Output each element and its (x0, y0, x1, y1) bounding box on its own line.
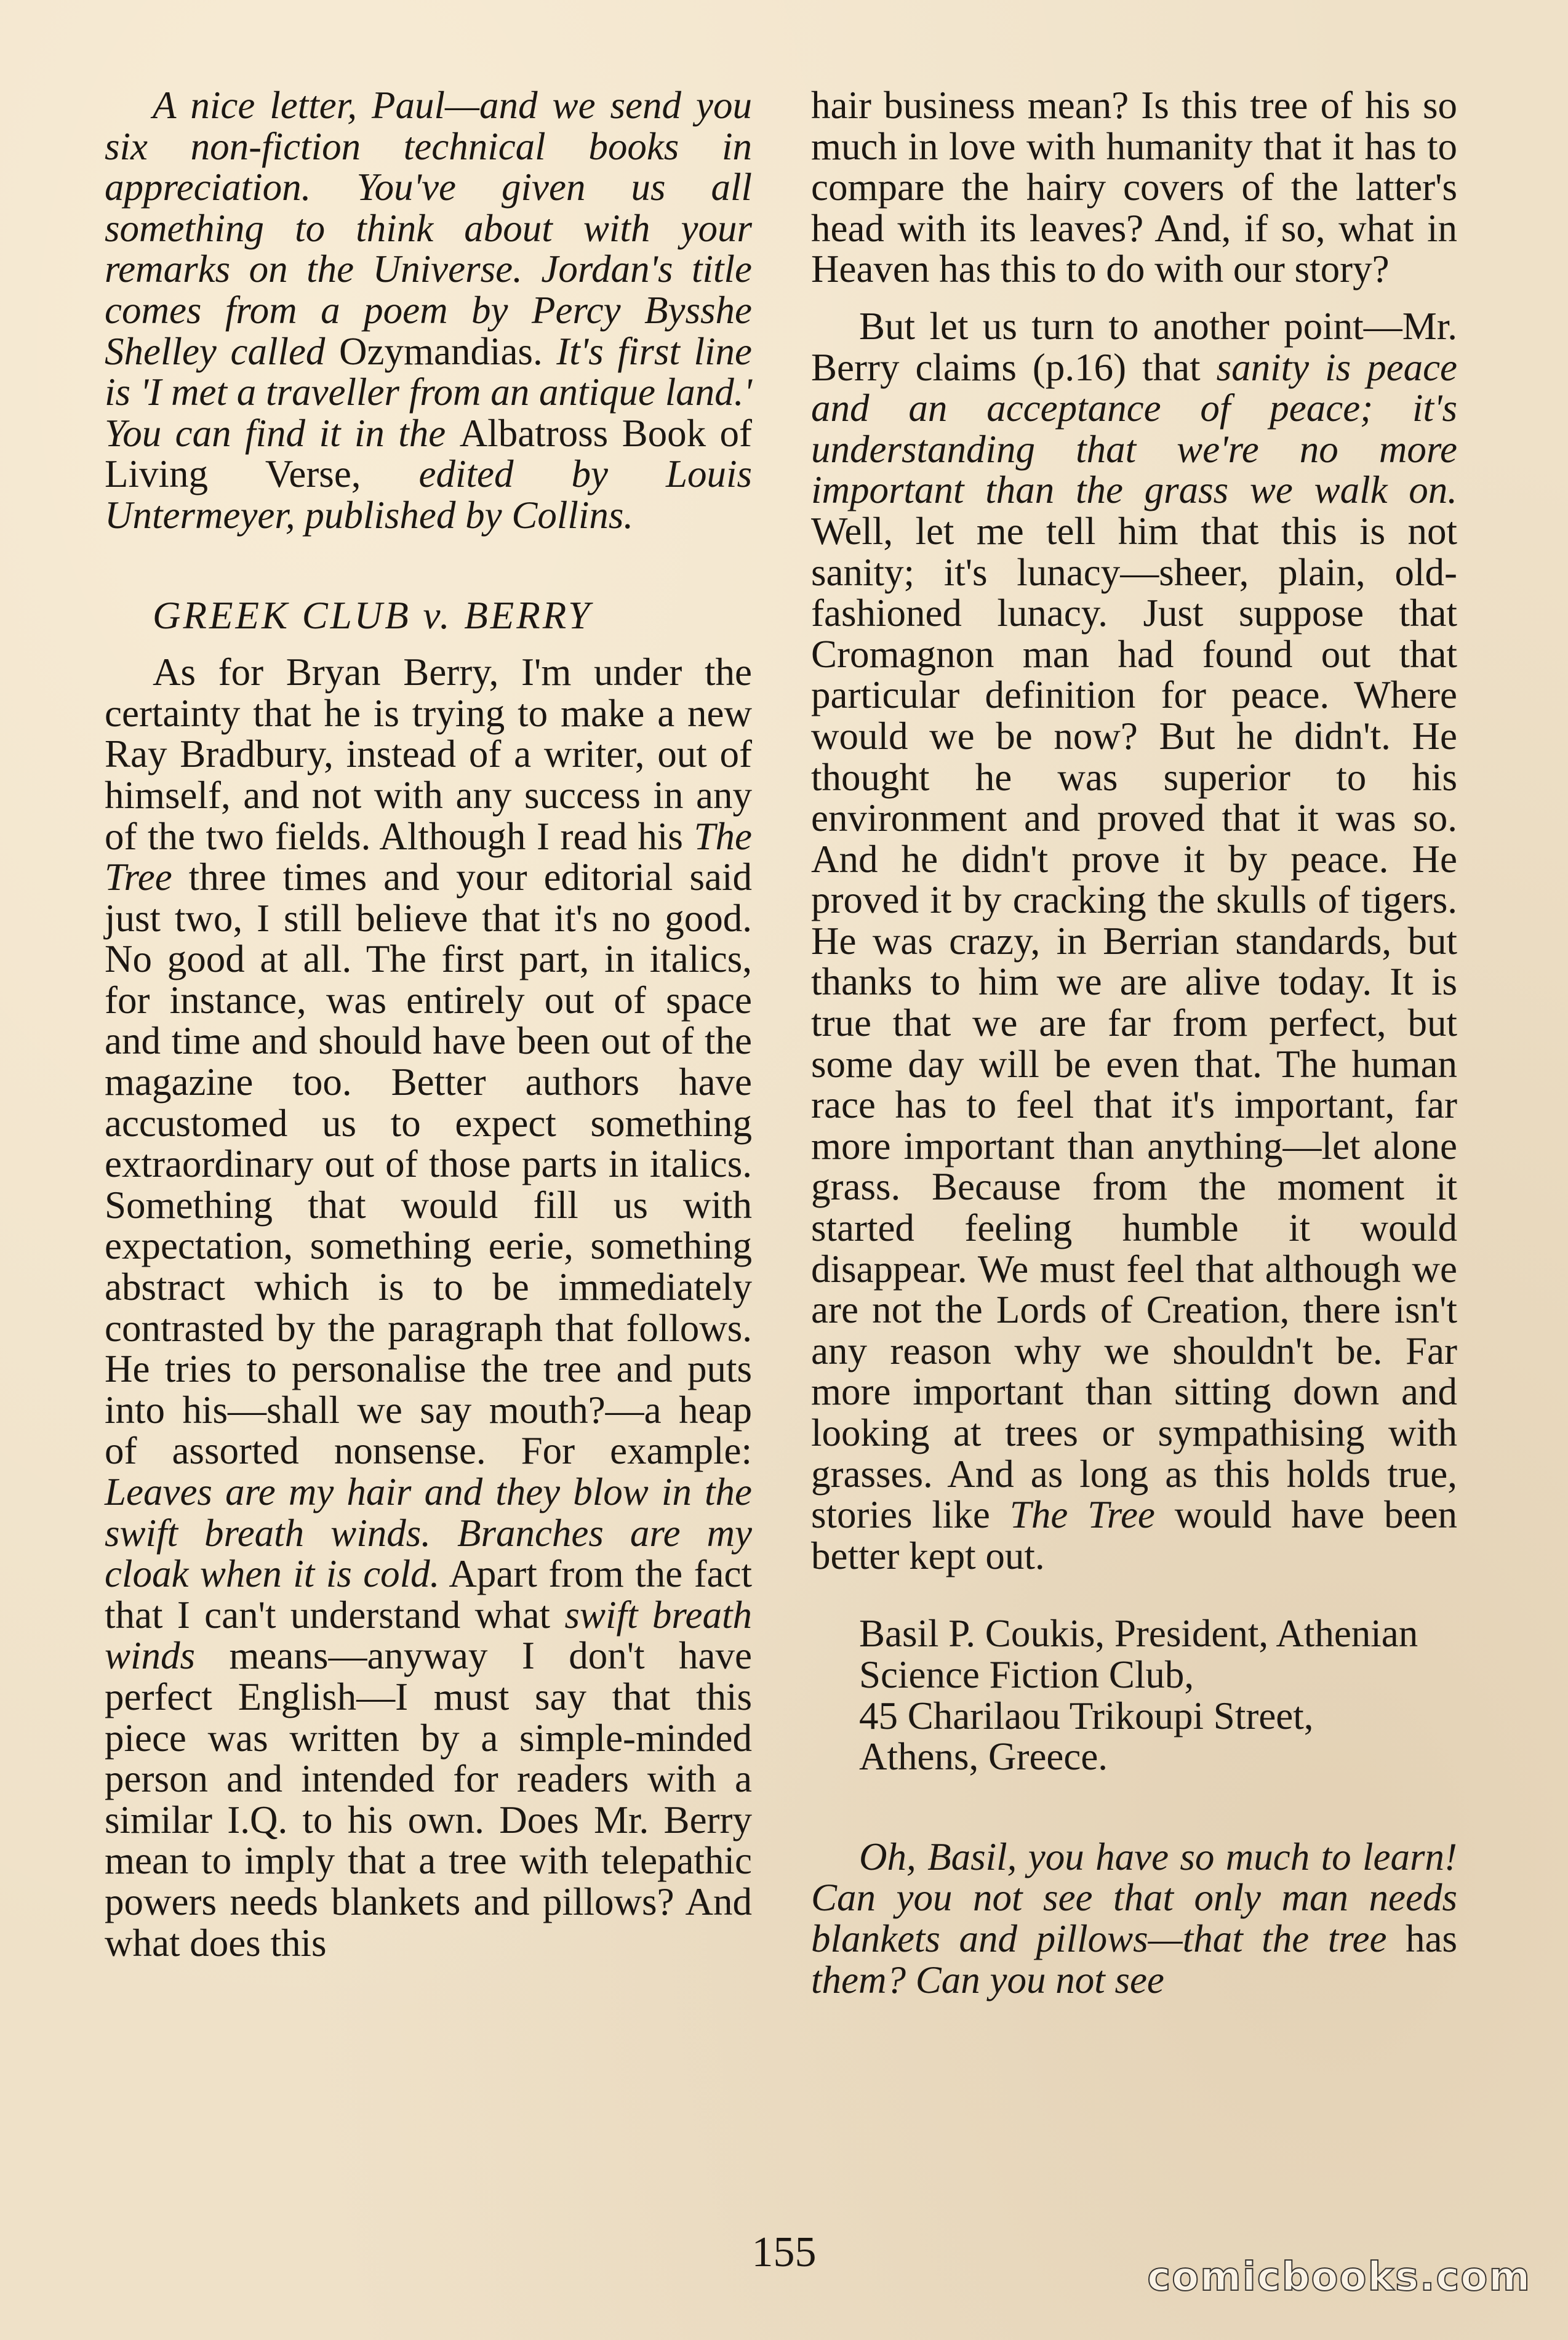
letter-signature (811, 1613, 1457, 1777)
editor-reply-paul: A nice letter, Paul—and we send you six non-fiction technical books in appreciation. You've given us all something to think about with your remarks on the Universe. Jordan's title comes from a poem by Percy Bysshe Shelley called Ozymandias. It's first line is 'I met a traveller from an antique land.' You can find it in the Albatross Book of Living Verse, edited by Louis Untermeyer, published by Collins. (105, 84, 752, 537)
left-column (105, 85, 752, 1963)
letter-paragraph-2: But let us turn to another point—Mr. Berry claims (p.16) that sanity is peace and an acceptance of peace; it's understanding that we're no more important than the grass we walk on. Well, let me tell him that this is not sanity; it's lunacy—sheer, plain, old-fashioned lunacy. Just suppose that Cromagnon man had found out that particular definition for peace. Where would we be now? But he didn't. He thought he was superior to his environment and proved that it was so. And he didn't prove it by peace. He proved it by cracking the skulls of tigers. He was crazy, in Berrian standards, but thanks to him we are alive today. It is true that we are far from perfect, but some day will be even that. The human race has to feel that it's important, far more important than anything—let alone grass. Because from the moment it started feeling humble it would disappear. We must feel that although we are not the Lords of Creation, there isn't any reason why we shouldn't be. Far more important than sitting down and looking at trees or sympathising with grasses. And as long as this holds true, stories like The Tree would have been better kept out. (811, 304, 1457, 1577)
letter-paragraph-1: As for Bryan Berry, I'm under the certainty that he is trying to make a new Ray Bradbury, instead of a writer, out of himself, and not with any success in any of the two fields. Although I read his The Tree three times and your editorial said just two, I still believe that it's no good. No good at all. The first part, in italics, for instance, was entirely out of space and time and should have been out of the magazine too. Better authors have accustomed us to expect something extraordinary out of those parts in italics. Something that would fill us with expectation, something eerie, something abstract which is to be immediately contrasted by the paragraph that follows. He tries to personalise the tree and puts into his—shall we say mouth?—a heap of assorted nonsense. For example: Leaves are my hair and they blow in the swift breath winds. Branches are my cloak when it is cold. Apart from the fact that I can't understand what swift breath winds means—anyway I don't have perfect English—I must say that this piece was written by a simple-minded person and intended for readers with a similar I.Q. to his own. Does Mr. Berry mean to imply that a tree with telepathic powers needs blankets and pillows? And what does this (105, 651, 752, 1965)
watermark-logo: comicbooks.com (1147, 2254, 1531, 2300)
signature-line: Athens, Greece. (859, 1735, 1108, 1779)
editor-reply-basil: Oh, Basil, you have so much to learn! Can you not see that only man needs blankets and pillows—that the tree has them? Can you not see (811, 1835, 1457, 2001)
signature-line: 45 Charilaou Trikoupi Street, (859, 1694, 1314, 1737)
right-column (811, 85, 1457, 2000)
signature-line: Basil P. Coukis, President, Athenian (859, 1612, 1418, 1656)
letter-paragraph-1-continued: hair business mean? Is this tree of his so much in love with humanity that it has to compare the hairy covers of the latter's head with its leaves? And, if so, what in Heaven has this to do with our story? (811, 84, 1457, 291)
signature-line: Science Fiction Club, (859, 1653, 1194, 1696)
section-heading: GREEK CLUB v. BERRY (153, 593, 593, 637)
page-number: 155 (751, 2229, 817, 2276)
